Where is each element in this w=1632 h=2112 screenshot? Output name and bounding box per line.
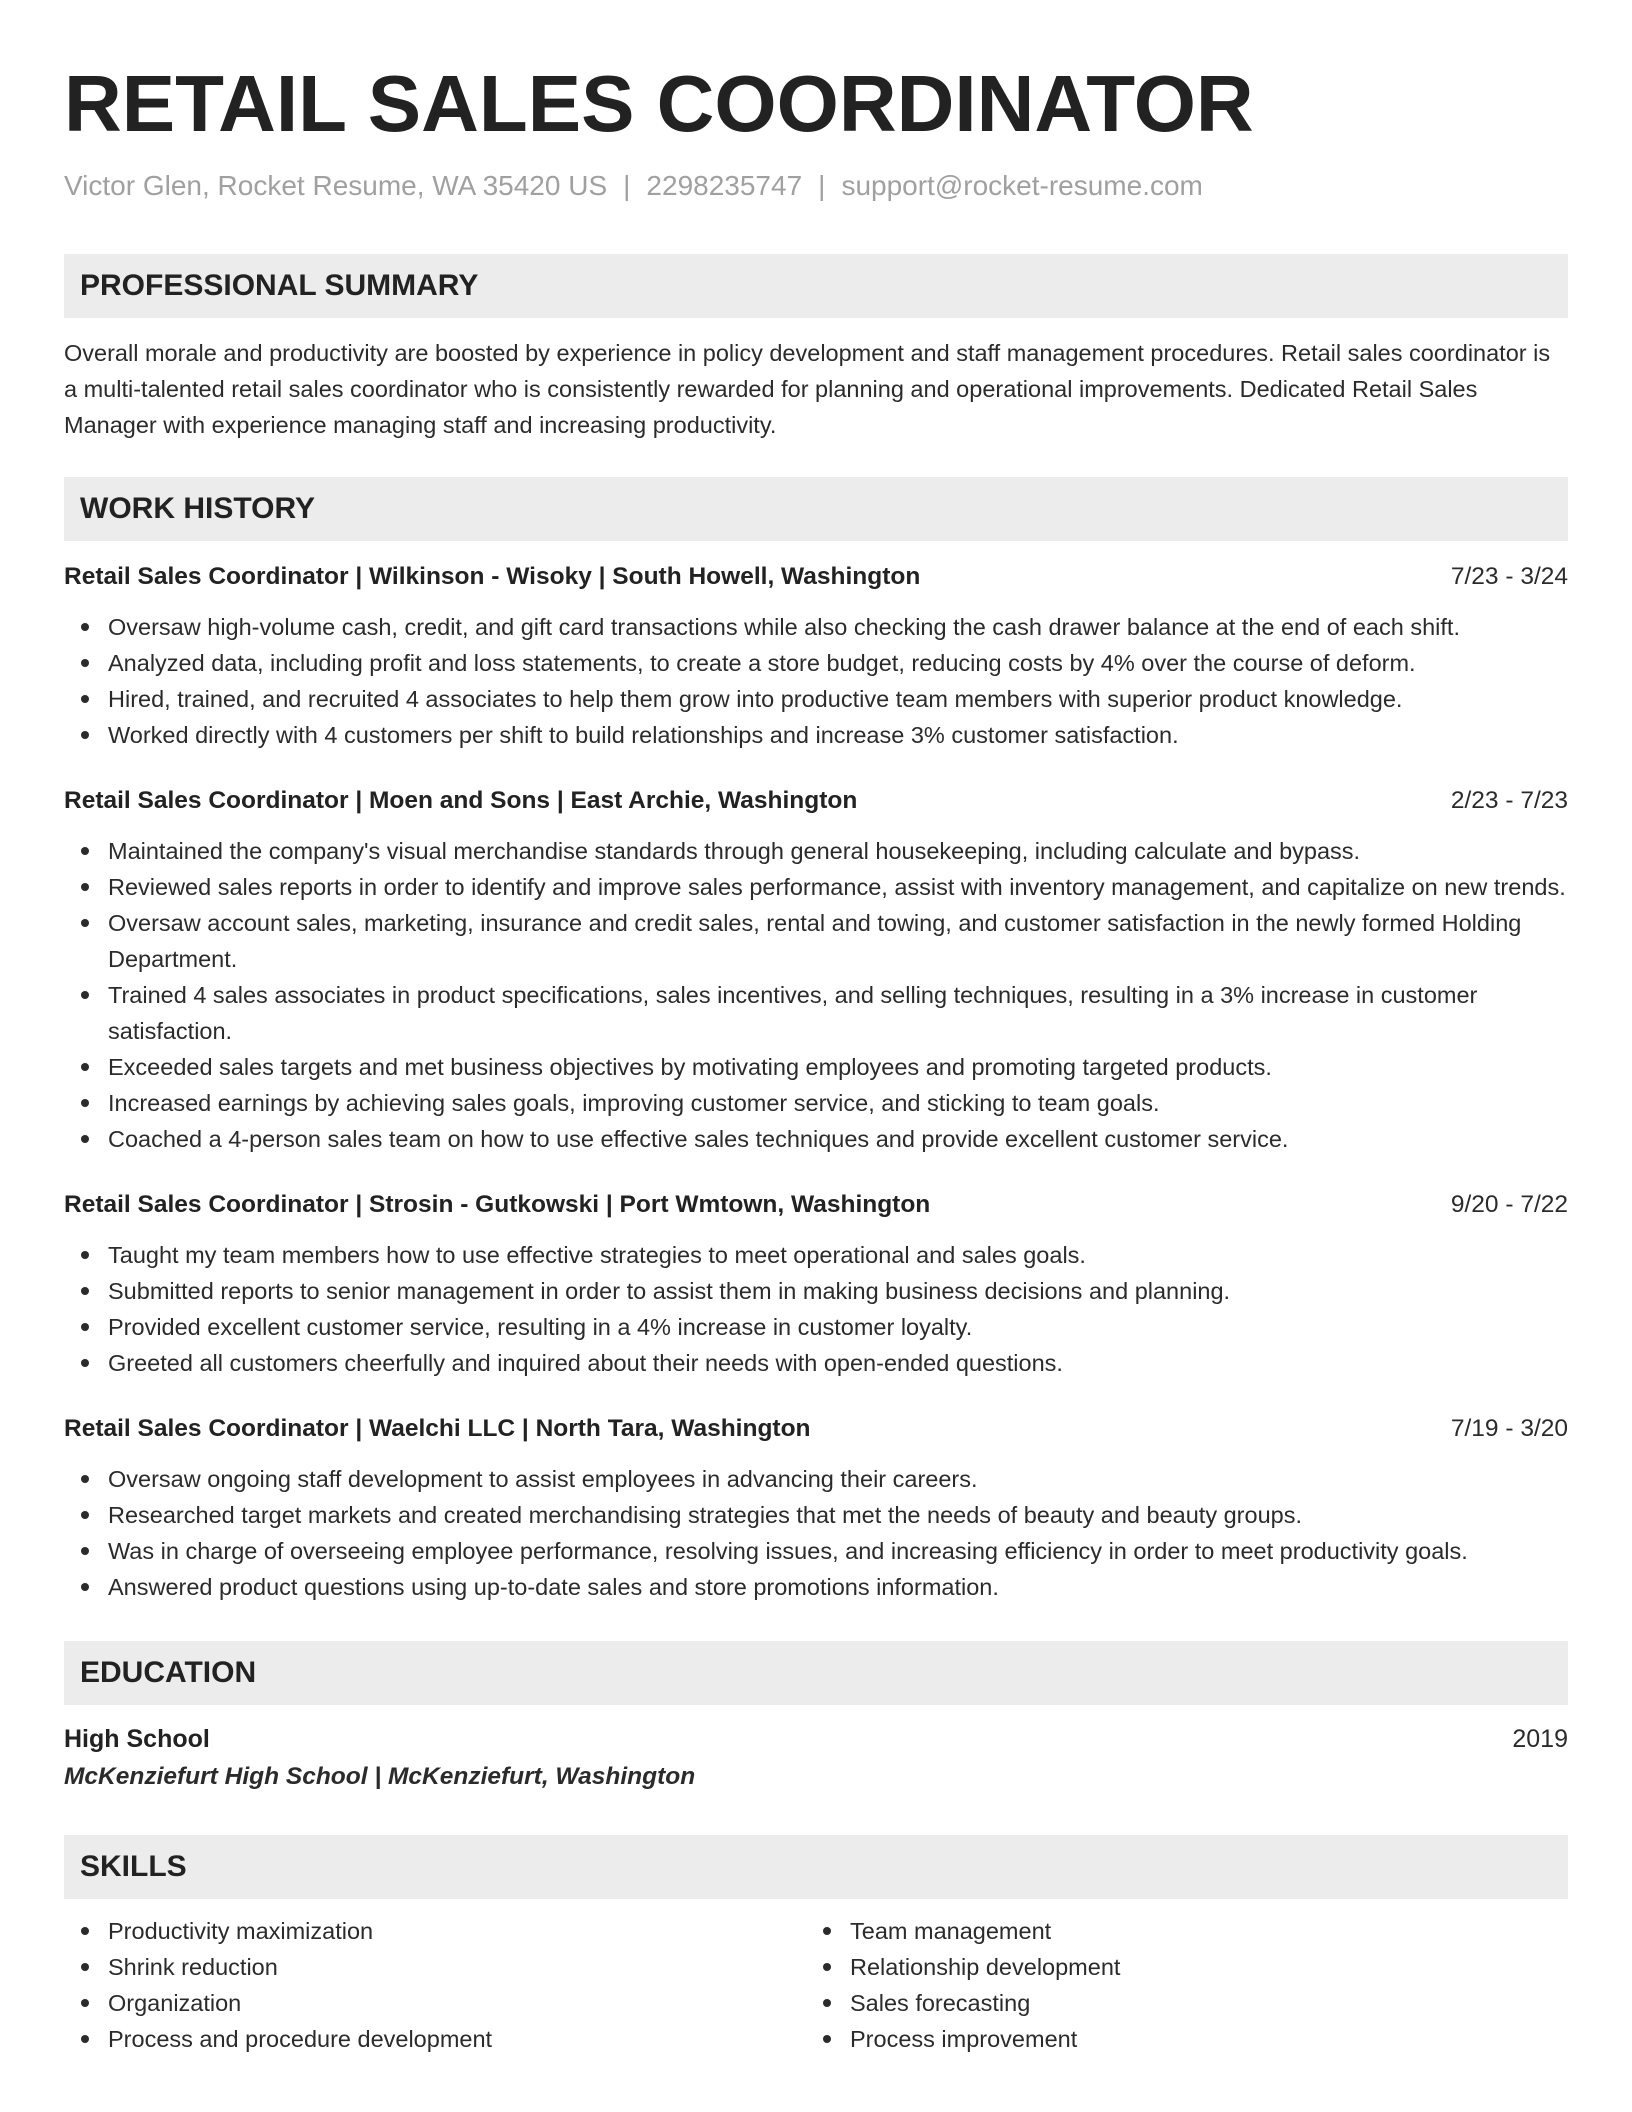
job-bullet: Reviewed sales reports in order to identify and improve sales performance, assist with inventory management, and capitalize on new trends. bbox=[108, 869, 1568, 905]
job-bullets bbox=[64, 1461, 1568, 1605]
skill-item: Shrink reduction bbox=[108, 1949, 806, 1985]
job-entry bbox=[64, 559, 1568, 753]
job-title: Retail Sales Coordinator | Strosin - Gutkowski | Port Wmtown, Washington bbox=[64, 1191, 931, 1218]
skills-grid bbox=[64, 1913, 1568, 2057]
job-bullet: Oversaw ongoing staff development to assist employees in advancing their careers. bbox=[108, 1461, 1568, 1497]
skills-column-left bbox=[64, 1913, 806, 2057]
section-heading-education: EDUCATION bbox=[64, 1641, 1568, 1705]
job-bullet: Oversaw account sales, marketing, insurance and credit sales, rental and towing, and customer satisfaction in the newly formed Holding Department. bbox=[108, 905, 1568, 977]
resume-title: RETAIL SALES COORDINATOR bbox=[64, 59, 1254, 148]
skill-item: Process improvement bbox=[850, 2021, 1548, 2057]
job-bullets bbox=[64, 833, 1568, 1157]
job-bullet: Exceeded sales targets and met business objectives by motivating employees and promoting targeted products. bbox=[108, 1049, 1568, 1085]
section-heading-summary: PROFESSIONAL SUMMARY bbox=[64, 254, 1568, 318]
job-bullets bbox=[64, 609, 1568, 753]
skill-item: Productivity maximization bbox=[108, 1913, 806, 1949]
education-year: 2019 bbox=[1512, 1725, 1568, 1753]
job-bullet: Greeted all customers cheerfully and inquired about their needs with open-ended questions. bbox=[108, 1345, 1568, 1381]
job-bullet: Coached a 4-person sales team on how to use effective sales techniques and provide excellent customer service. bbox=[108, 1121, 1568, 1157]
job-bullets bbox=[64, 1237, 1568, 1381]
job-bullet: Taught my team members how to use effective strategies to meet operational and sales goals. bbox=[108, 1237, 1568, 1273]
job-bullet: Researched target markets and created merchandising strategies that met the needs of beauty and beauty groups. bbox=[108, 1497, 1568, 1533]
job-title: Retail Sales Coordinator | Wilkinson - Wisoky | South Howell, Washington bbox=[64, 563, 921, 590]
summary-text: Overall morale and productivity are boosted by experience in policy development and staff management procedures. Retail sales coordinator is a multi-talented retail sales coordinator who is consistently rewarded for planning and operational improvements. Dedicated Retail Sales Manager with experience managing staff and increasing productivity. bbox=[64, 340, 1551, 438]
job-entry bbox=[64, 1411, 1568, 1605]
job-dates: 9/20 - 7/22 bbox=[1450, 1191, 1568, 1218]
skill-item: Relationship development bbox=[850, 1949, 1548, 1985]
job-entry bbox=[64, 783, 1568, 1157]
section-heading-skills: SKILLS bbox=[64, 1835, 1568, 1899]
job-bullet: Maintained the company's visual merchandise standards through general housekeeping, including calculate and bypass. bbox=[108, 833, 1568, 869]
contact-separator: | bbox=[623, 170, 631, 201]
job-bullet: Answered product questions using up-to-date sales and store promotions information. bbox=[108, 1569, 1568, 1605]
job-bullet: Submitted reports to senior management in order to assist them in making business decisions and planning. bbox=[108, 1273, 1568, 1309]
job-dates: 2/23 - 7/23 bbox=[1450, 787, 1568, 814]
job-bullet: Increased earnings by achieving sales goals, improving customer service, and sticking to team goals. bbox=[108, 1085, 1568, 1121]
education-degree: High School bbox=[64, 1725, 210, 1753]
skill-item: Team management bbox=[850, 1913, 1548, 1949]
skill-item: Process and procedure development bbox=[108, 2021, 806, 2057]
education-school: McKenziefurt High School | McKenziefurt, Washington bbox=[64, 1763, 696, 1790]
job-bullet: Oversaw high-volume cash, credit, and gift card transactions while also checking the cash drawer balance at the end of each shift. bbox=[108, 609, 1568, 645]
skills-column-right bbox=[806, 1913, 1548, 2057]
contact-line bbox=[64, 168, 1568, 204]
skill-item: Organization bbox=[108, 1985, 806, 2021]
job-bullet: Hired, trained, and recruited 4 associates to help them grow into productive team members with superior product knowledge. bbox=[108, 681, 1568, 717]
job-bullet: Was in charge of overseeing employee performance, resolving issues, and increasing efficiency in order to meet productivity goals. bbox=[108, 1533, 1568, 1569]
skill-item: Sales forecasting bbox=[850, 1985, 1548, 2021]
education-entry bbox=[64, 1721, 1568, 1757]
job-dates: 7/19 - 3/20 bbox=[1450, 1415, 1568, 1442]
job-title: Retail Sales Coordinator | Moen and Sons | East Archie, Washington bbox=[64, 787, 858, 814]
contact-separator: | bbox=[818, 170, 826, 201]
job-dates: 7/23 - 3/24 bbox=[1450, 563, 1568, 590]
section-heading-work-history: WORK HISTORY bbox=[64, 477, 1568, 541]
contact-email: support@rocket-resume.com bbox=[841, 170, 1203, 201]
job-bullet: Worked directly with 4 customers per shift to build relationships and increase 3% customer satisfaction. bbox=[108, 717, 1568, 753]
job-bullet: Trained 4 sales associates in product specifications, sales incentives, and selling techniques, resulting in a 3% increase in customer satisfaction. bbox=[108, 977, 1568, 1049]
resume-page bbox=[64, 58, 1568, 2057]
job-bullet: Provided excellent customer service, resulting in a 4% increase in customer loyalty. bbox=[108, 1309, 1568, 1345]
job-bullet: Analyzed data, including profit and loss statements, to create a store budget, reducing costs by 4% over the course of deform. bbox=[108, 645, 1568, 681]
contact-phone: 2298235747 bbox=[646, 170, 803, 201]
contact-address: Victor Glen, Rocket Resume, WA 35420 US bbox=[64, 170, 608, 201]
job-entry bbox=[64, 1187, 1568, 1381]
job-title: Retail Sales Coordinator | Waelchi LLC | North Tara, Washington bbox=[64, 1415, 811, 1442]
